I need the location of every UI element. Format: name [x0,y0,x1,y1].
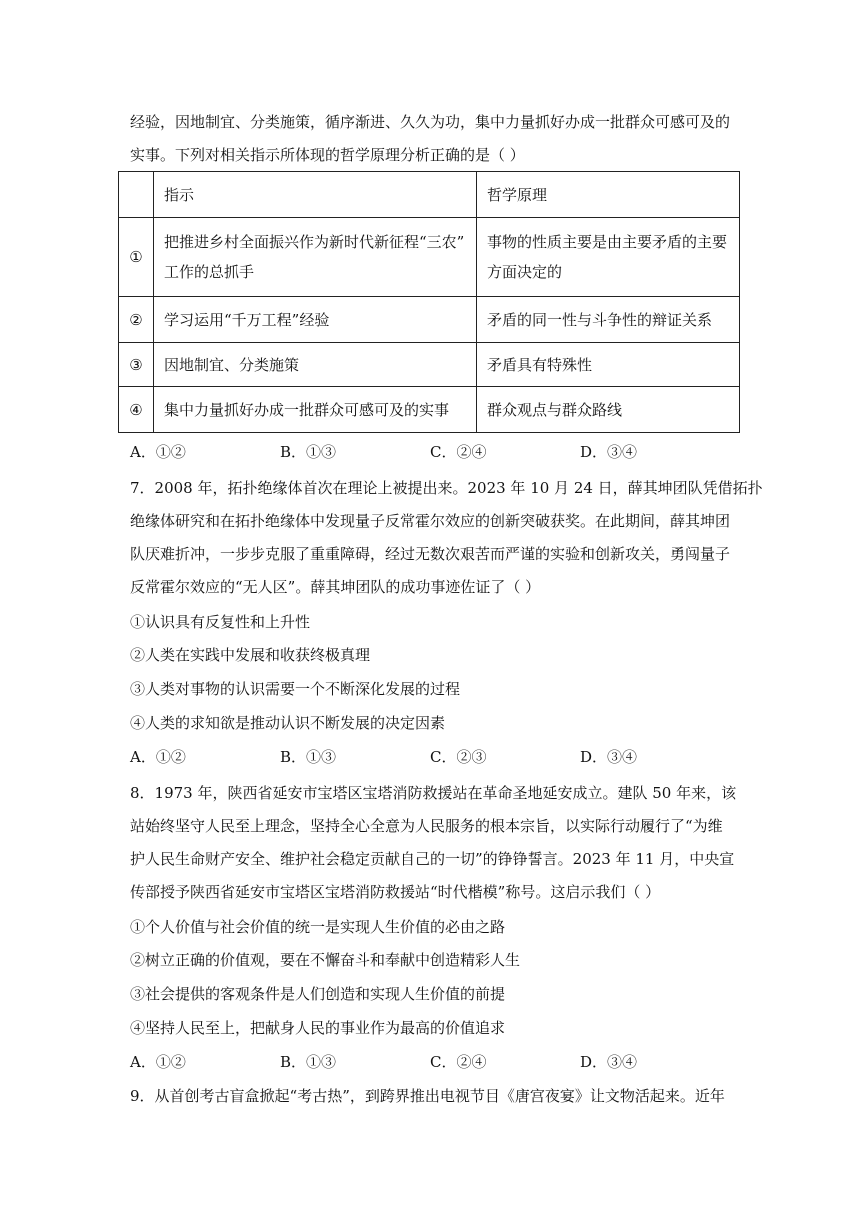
q6-line-1: 经验，因地制宜、分类施策，循序渐进、久久为功，集中力量抓好办成一批群众可感可及的 [130,113,731,131]
q8-statement-4: ④坚持人民至上，把献身人民的事业作为最高的价值追求 [130,1019,506,1037]
q6-table [118,171,740,433]
table-header-cell [119,172,154,218]
q9-line-1: 9．从首创考古盲盒掀起“考古热”，到跨界推出电视节目《唐宫夜宴》让文物活起来。近年 [130,1087,725,1105]
q8-options [130,1052,750,1072]
table-cell-num: ③ [119,343,154,387]
option-d[interactable]: D．③④ [580,748,638,766]
q8-statement-3: ③社会提供的客观条件是人们创造和实现人生价值的前提 [130,985,506,1003]
table-header-row [119,172,740,218]
table-cell-num: ④ [119,387,154,433]
q7-statement-2: ②人类在实践中发展和收获终极真理 [130,646,371,664]
q7-statement-4: ④人类的求知欲是推动认识不断发展的决定因素 [130,714,446,732]
table-header-cell: 哲学原理 [477,172,740,218]
option-b[interactable]: B．①③ [280,1053,337,1071]
table-row [119,387,740,433]
option-a[interactable]: A．①② [130,748,186,766]
q6-line-2: 实事。下列对相关指示所体现的哲学原理分析正确的是（ ） [130,146,525,164]
q7-line-1: 7．2008 年，拓扑绝缘体首次在理论上被提出来。2023 年 10 月 24 日，薛其坤团队凭借拓扑 [130,479,763,497]
q8-statement-2: ②树立正确的价值观，要在不懈奋斗和奉献中创造精彩人生 [130,951,521,969]
cell-line: 方面决定的 [487,263,563,281]
table-cell-principle: 矛盾的同一性与斗争性的辩证关系 [477,297,740,343]
q7-line-4: 反常霍尔效应的“无人区”。薛其坤团队的成功事迹佐证了（ ） [130,578,541,596]
q7-line-3: 队厌难折冲，一步步克服了重重障碍，经过无数次艰苦而严谨的实验和创新攻关，勇闯量子 [130,545,731,563]
table-row [119,343,740,387]
table-cell-instruction: 学习运用“千万工程”经验 [154,297,477,343]
option-d[interactable]: D．③④ [580,443,638,461]
table-row [119,297,740,343]
table-header-cell: 指示 [154,172,477,218]
table-row [119,218,740,297]
q7-options [130,747,750,767]
q7-statement-3: ③人类对事物的认识需要一个不断深化发展的过程 [130,680,461,698]
q7-line-2: 绝缘体研究和在拓扑绝缘体中发现量子反常霍尔效应的创新突破获奖。在此期间，薛其坤团 [130,512,731,530]
q8-line-1: 8．1973 年，陕西省延安市宝塔区宝塔消防救援站在革命圣地延安成立。建队 50 年来，该 [130,784,737,802]
cell-line: 事物的性质主要是由主要矛盾的主要 [487,233,728,251]
option-a[interactable]: A．①② [130,443,186,461]
table-cell-principle [477,218,740,297]
table-cell-instruction: 因地制宜、分类施策 [154,343,477,387]
option-d[interactable]: D．③④ [580,1053,638,1071]
cell-line: 把推进乡村全面振兴作为新时代新征程“三农” [164,233,465,251]
q7-statement-1: ①认识具有反复性和上升性 [130,613,311,631]
q8-statement-1: ①个人价值与社会价值的统一是实现人生价值的必由之路 [130,918,506,936]
option-b[interactable]: B．①③ [280,443,337,461]
cell-line: 工作的总抓手 [164,263,255,281]
table-cell-instruction: 集中力量抓好办成一批群众可感可及的实事 [154,387,477,433]
table-cell-num: ① [119,218,154,297]
q8-line-4: 传部授予陕西省延安市宝塔区宝塔消防救援站“时代楷模”称号。这启示我们（ ） [130,883,661,901]
option-c[interactable]: C．②③ [430,748,487,766]
q8-line-3: 护人民生命财产安全、维护社会稳定贡献自己的一切”的铮铮誓言。2023 年 11 月，中央宣 [130,850,735,868]
option-b[interactable]: B．①③ [280,748,337,766]
option-a[interactable]: A．①② [130,1053,186,1071]
table-cell-num: ② [119,297,154,343]
option-c[interactable]: C．②④ [430,443,487,461]
option-c[interactable]: C．②④ [430,1053,487,1071]
table-cell-principle: 矛盾具有特殊性 [477,343,740,387]
q8-line-2: 站始终坚守人民至上理念，坚持全心全意为人民服务的根本宗旨，以实际行动履行了“为维 [130,817,723,835]
q6-options [130,442,750,462]
table-cell-instruction [154,218,477,297]
table-cell-principle: 群众观点与群众路线 [477,387,740,433]
